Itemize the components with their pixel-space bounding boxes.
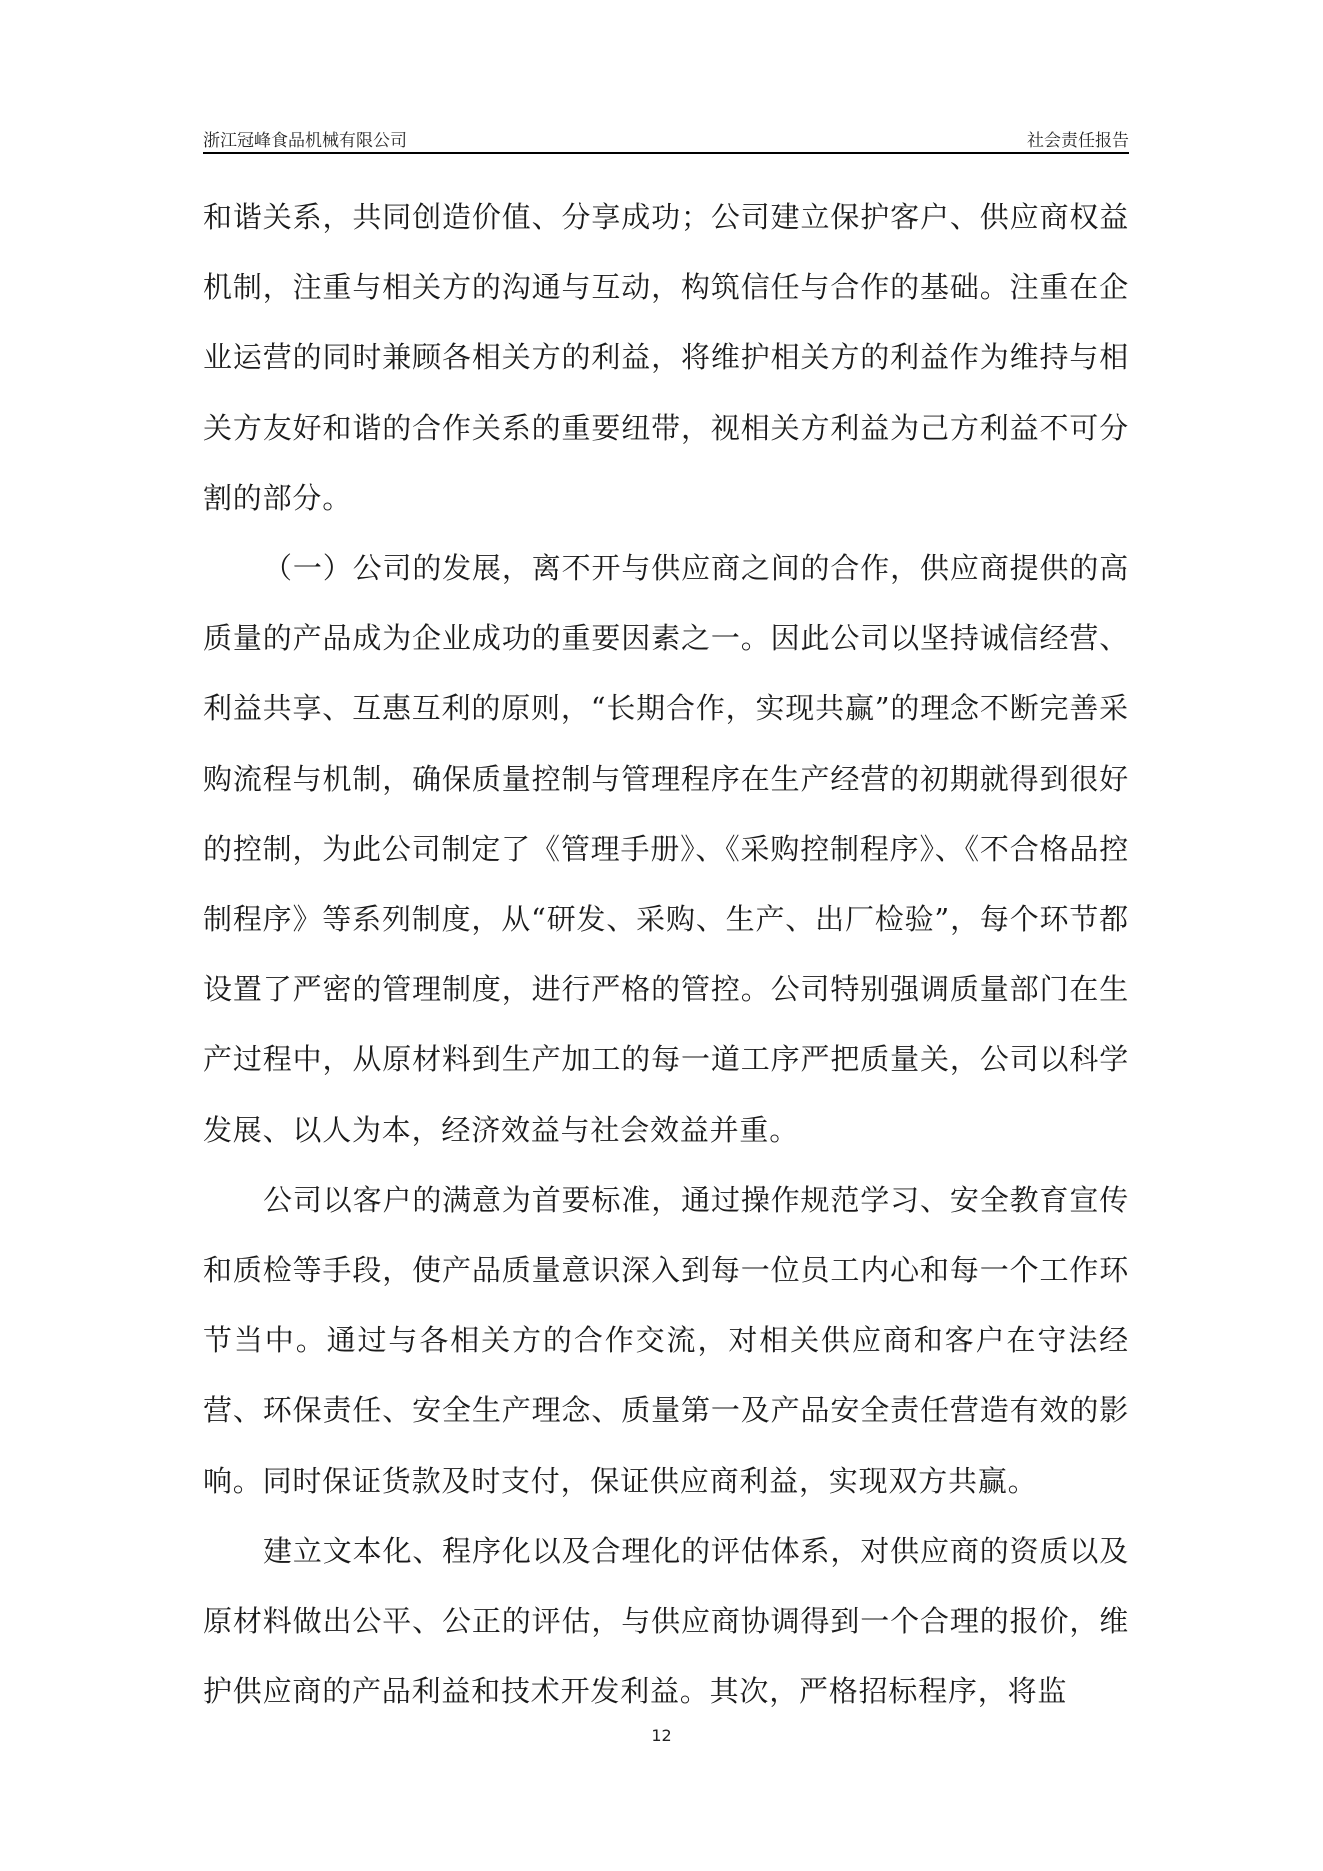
page-number: 12 [651,1726,672,1745]
paragraph-customer-satisfaction: 公司以客户的满意为首要标准，通过操作规范学习、安全教育宣传和质检等手段，使产品质量意识深入到每一位员工内心和每一个工作环节当中。通过与各相关方的合作交流，对相关供应商和客户在守法经营、环保责任、安全生产理念、质量第一及产品安全责任营造有效的影响。同时保证货款及时支付，保证供应商利益，实现双方共赢。 [203,1182,1129,1498]
paragraph-evaluation-system: 建立文本化、程序化以及合理化的评估体系，对供应商的资质以及原材料做出公平、公正的评估，与供应商协调得到一个合理的报价，维护供应商的产品利益和技术开发利益。其次，严格招标程序，将监 [203,1533,1129,1709]
company-name: 浙江冠峰食品机械有限公司 [203,131,407,151]
page-header [203,122,1129,154]
body-text [203,182,1129,1726]
paragraph-stakeholder-relations: 和谐关系，共同创造价值、分享成功；公司建立保护客户、供应商权益机制，注重与相关方的沟通与互动，构筑信任与合作的基础。注重在企业运营的同时兼顾各相关方的利益，将维护相关方的利益作为维持与相关方友好和谐的合作关系的重要纽带，视相关方利益为己方利益不可分割的部分。 [203,200,1129,515]
paragraph-supplier-cooperation: （一）公司的发展，离不开与供应商之间的合作，供应商提供的高质量的产品成为企业成功的重要因素之一。因此公司以坚持诚信经营、利益共享、互惠互利的原则，“长期合作，实现共赢”的理念不断完善采购流程与机制，确保质量控制与管理程序在生产经营的初期就得到很好的控制，为此公司制定了《管理手册》、《采购控制程序》、《不合格品控制程序》等系列制度，从“研发、采购、生产、出厂检验”，每个环节都设置了严密的管理制度，进行严格的管控。公司特别强调质量部门在生产过程中，从原材料到生产加工的每一道工序严把质量关，公司以科学发展、以人为本，经济效益与社会效益并重。 [203,551,1129,1147]
report-type: 社会责任报告 [1027,131,1129,151]
